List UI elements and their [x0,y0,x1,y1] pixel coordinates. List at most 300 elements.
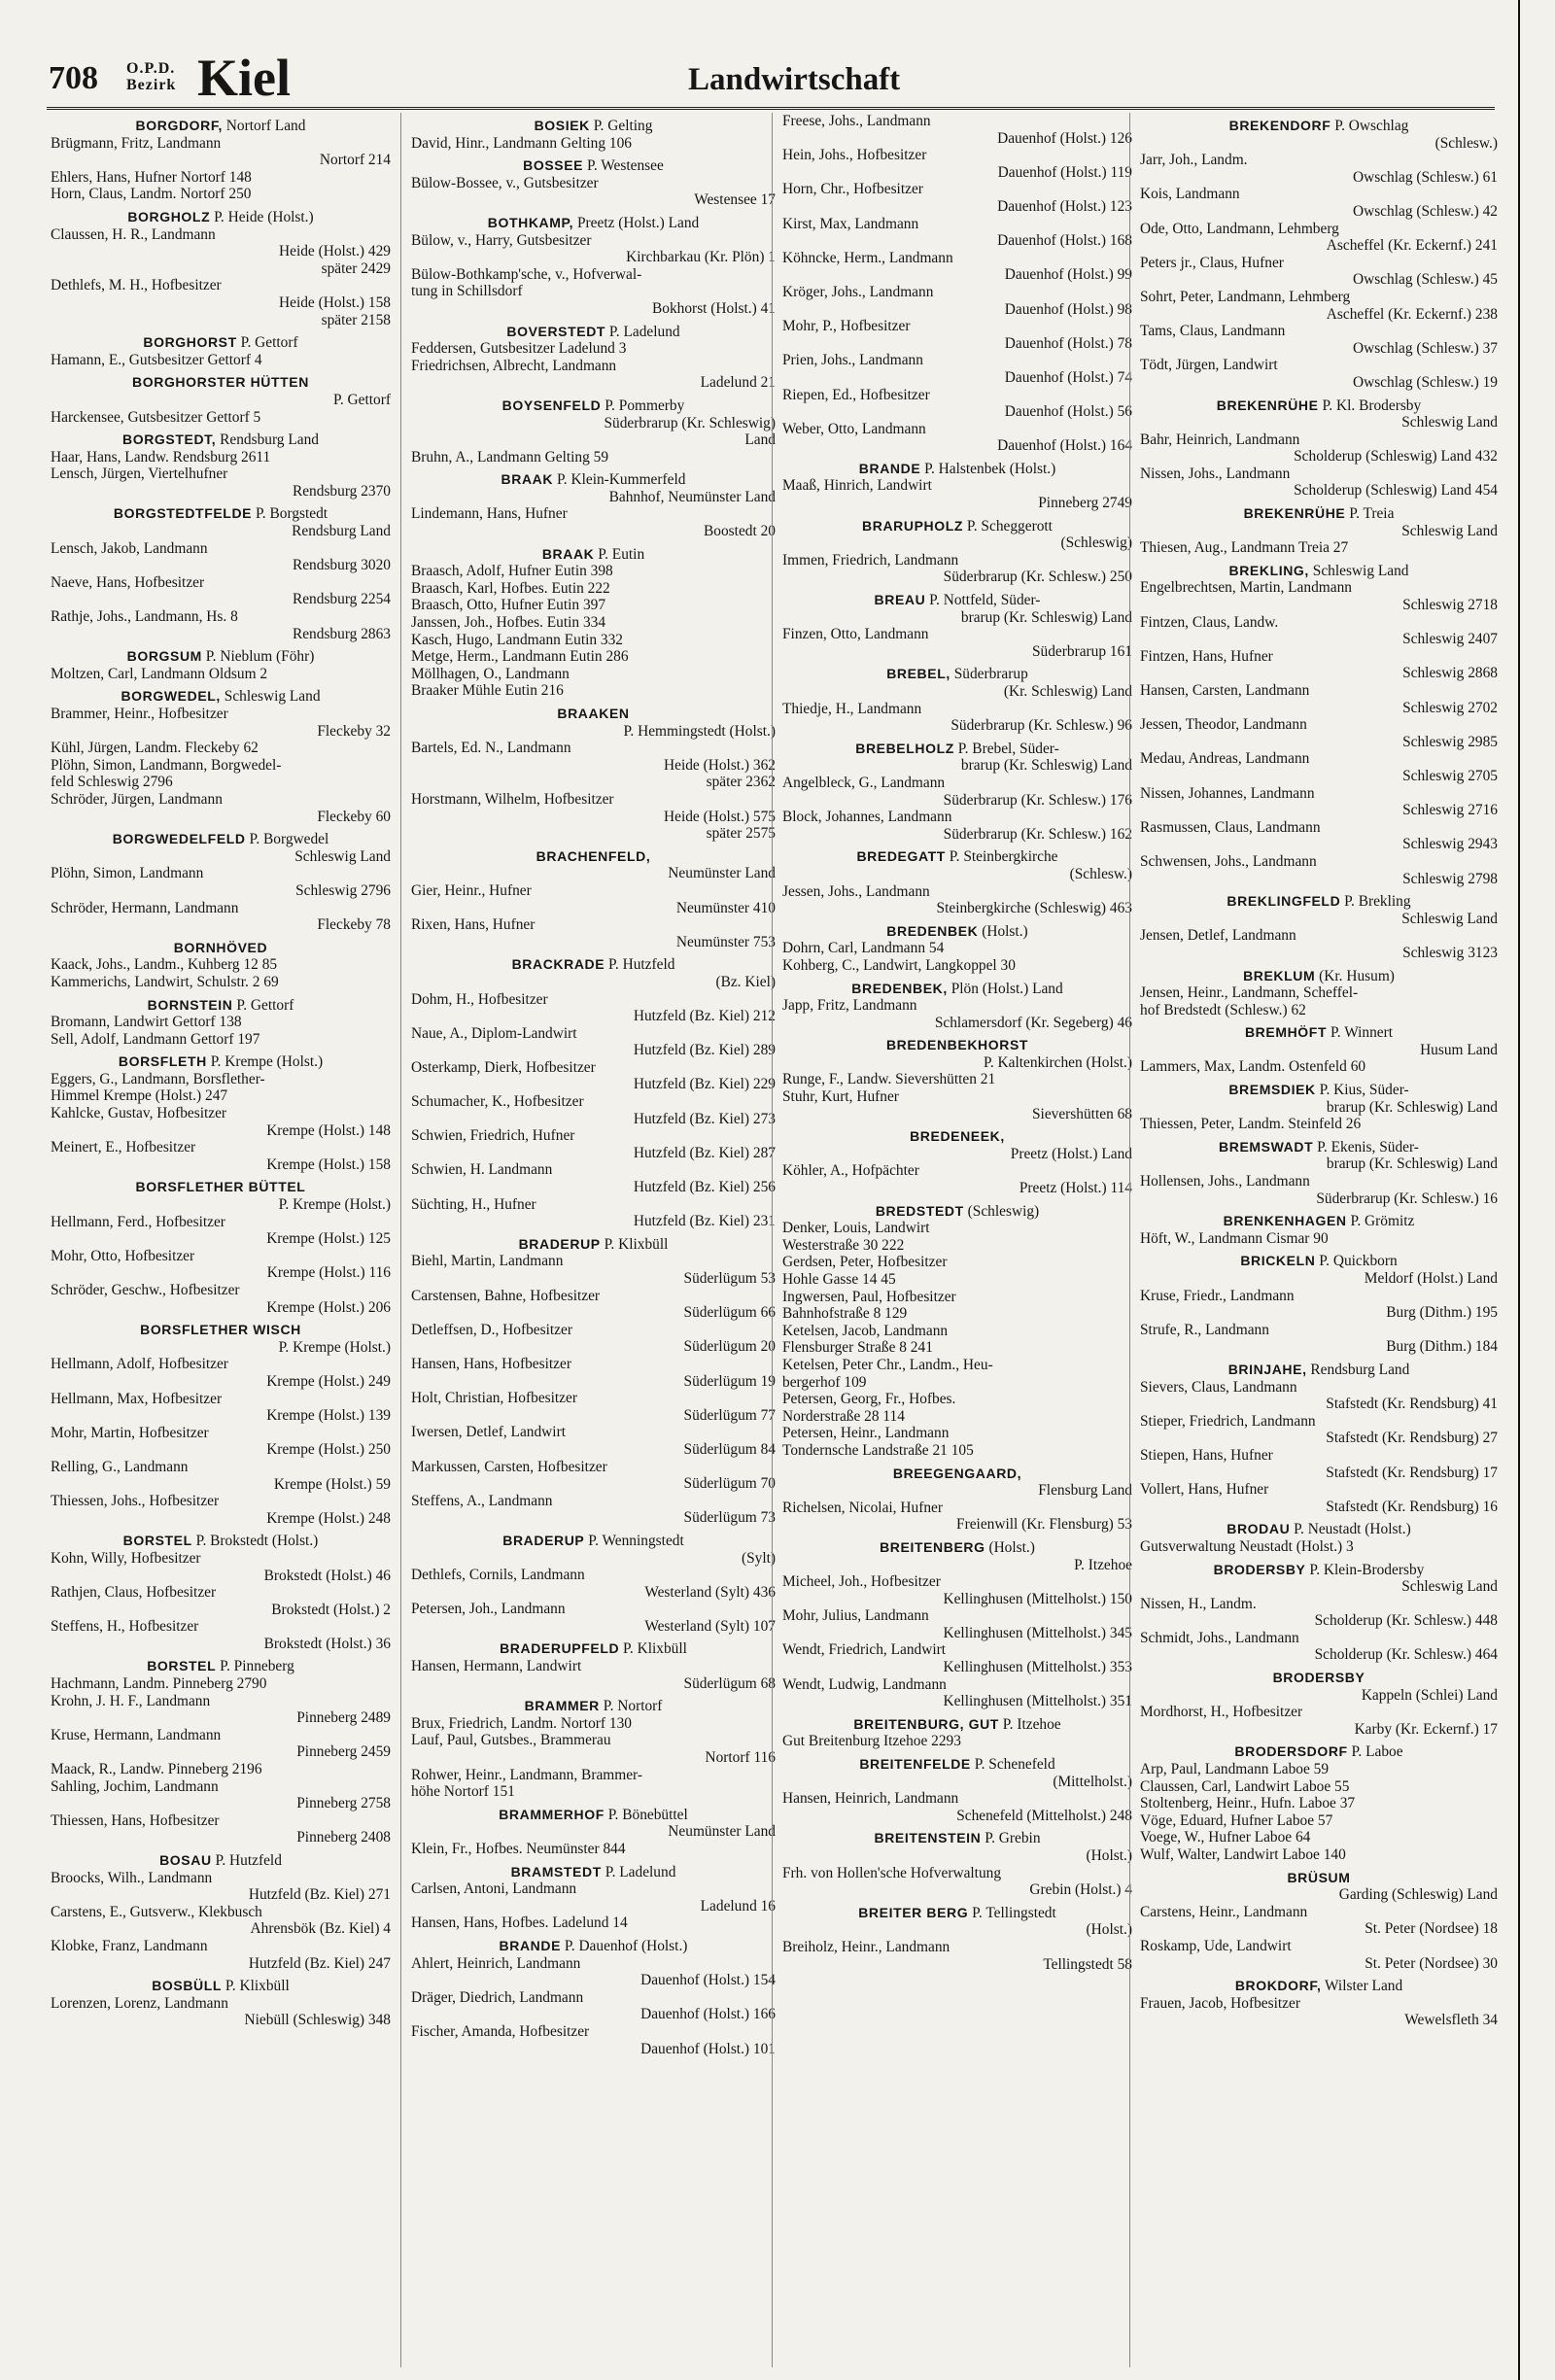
listing-line: Brammer, Heinr., Hofbesitzer [51,706,228,722]
phone-line: Schleswig 2796 [295,881,391,899]
locality-name: BRACHENFELD, [536,847,651,864]
listing-line: Klein, Fr., Hofbes. Neumünster 844 [411,1841,626,1857]
phone-line: Süderlügum 20 [683,1338,776,1356]
column-3 [772,113,1132,2367]
postal-district: P. Brokstedt (Holst.) [191,1533,319,1550]
postal-district: (Holst.) [985,1538,1035,1556]
directory-entry [782,1128,1132,1196]
postal-district: P. Brekling [1340,893,1411,911]
listing-line: Kruse, Hermann, Landmann [51,1726,222,1743]
listing-line: Strufe, R., Landmann [1140,1321,1269,1338]
listing-line: Mohr, Martin, Hofbesitzer [51,1424,209,1441]
directory-entry [51,1658,391,1846]
directory-entry [1140,1670,1498,1738]
phone-line: Süderlügum 70 [683,1475,776,1493]
phone-line: St. Peter (Nordsee) 18 [1365,1920,1498,1938]
listing-line: Feddersen, Gutsbesitzer Ladelund 3 [411,340,627,358]
listing-line: Lensch, Jakob, Landmann [51,539,208,557]
listing-line: Kühl, Jürgen, Landm. Fleckeby 62 [51,740,259,757]
locality-heading [51,209,391,226]
locality-heading-continuation: (Mittelholst.) [1053,1773,1132,1790]
phone-line: Steinbergkirche (Schleswig) 463 [936,900,1132,917]
listing-line: Schwensen, Johs., Landmann [1140,852,1317,870]
locality-heading-continuation: Land [744,431,776,449]
listing-line: Mohr, P., Hofbesitzer [782,318,911,335]
listing-line: Fischer, Amanda, Hofbesitzer [411,2022,590,2040]
locality-heading-continuation: Meldorf (Holst.) Land [1364,1270,1498,1287]
locality-name: BREDSTEDT [875,1202,964,1219]
postal-district: P. Heide (Holst.) [210,208,314,225]
phone-line: Owschlag (Schlesw.) 19 [1352,373,1498,391]
postal-district: Nortorf Land [222,118,306,134]
phone-line: Ahrensbök (Bz. Kiel) 4 [250,1920,391,1938]
listing-line: Lammers, Max, Landm. Ostenfeld 60 [1140,1058,1366,1076]
page-header [47,49,1495,110]
listing-line: Jessen, Theodor, Landmann [1140,716,1307,734]
locality-heading [1140,1024,1498,1042]
listing-line: Köhncke, Herm., Landmann [782,249,953,266]
listing-line: Immen, Friedrich, Landmann [782,551,959,569]
locality-heading-continuation: Kappeln (Schlei) Land [1361,1686,1498,1704]
directory-entry [411,1938,776,2057]
listing-line: Friedrichsen, Albrecht, Landmann [411,357,617,374]
listing-line: Tondernsche Landstraße 21 105 [782,1441,974,1459]
listing-line: Tödt, Jürgen, Landwirt [1140,357,1278,374]
listing-line: Ode, Otto, Landmann, Lehmberg [1140,220,1339,237]
listing-line: Süchting, H., Hufner [411,1195,536,1213]
phone-line: Süderlügum 66 [683,1304,776,1322]
phone-line: Krempe (Holst.) 148 [266,1121,391,1139]
phone-line: Dauenhof (Holst.) 119 [997,163,1132,181]
locality-heading [411,546,776,564]
locality-heading-continuation: Schleswig Land [294,847,391,865]
phone-line: später 2158 [321,311,391,328]
listing-line: Jensen, Heinr., Landmann, Scheffel- [1140,984,1359,1002]
listing-line: Schröder, Hermann, Landmann [51,899,239,916]
listing-line: Petersen, Joh., Landmann [411,1601,566,1618]
locality-heading [782,461,1132,478]
postal-district: P. Schenefeld [970,1756,1055,1774]
listing-line: Stoltenberg, Heinr., Hufn. Laboe 37 [1140,1795,1356,1812]
locality-heading [1140,397,1498,415]
directory-entry [51,688,391,825]
phone-line: Rendsburg 3020 [292,557,391,574]
listing-line: Plöhn, Simon, Landmann [51,865,204,882]
directory-entry [1140,1743,1498,1863]
listing-line: Flensburger Straße 8 241 [782,1339,933,1357]
listing-line: Lauf, Paul, Gutsbes., Brammerau [411,1732,611,1749]
phone-line: Schleswig 2705 [1402,767,1498,784]
listing-line: Ehlers, Hans, Hufner Nortorf 148 [51,168,252,186]
postal-district: P. Hutzfeld [605,956,675,974]
locality-name: BRODAU [1227,1521,1291,1537]
listing-line: Naeve, Hans, Hofbesitzer [51,573,205,591]
postal-district: P. Klixbüll [619,1640,687,1658]
directory-entry [51,1533,391,1652]
column-4 [1129,113,1498,2367]
listing-line: Horstmann, Wilhelm, Hofbesitzer [411,790,614,808]
directory-entry [411,397,776,466]
listing-line: Block, Johannes, Landmann [782,809,952,826]
locality-heading [782,1905,1132,1922]
listing-line: Dethlefs, M. H., Hofbesitzer [51,277,222,294]
locality-name: BORSFLETH [118,1053,207,1070]
phone-line: Pinneberg 2459 [296,1743,391,1761]
listing-line: Haar, Hans, Landw. Rendsburg 2611 [51,448,271,466]
phone-line: Rendsburg 2370 [292,482,391,500]
directory-entry [1140,1562,1498,1665]
locality-heading-continuation: Neumünster Land [668,865,776,882]
postal-district: Wilster Land [1321,1978,1403,1995]
listing-line: Vöge, Eduard, Hufner Laboe 57 [1140,1811,1333,1829]
listing-line: Tams, Claus, Landmann [1140,323,1286,340]
listing-line: Vollert, Hans, Hufner [1140,1481,1269,1499]
listing-line: Carstensen, Bahne, Hofbesitzer [411,1287,601,1304]
locality-name: BREMHÖFT [1244,1024,1328,1041]
locality-heading [51,1658,391,1675]
listing-line: Möllhagen, O., Landmann [411,665,570,682]
locality-heading-continuation: Schleswig Land [1401,1578,1498,1596]
directory-entry [51,374,391,426]
listing-line: Hachmann, Landm. Pinneberg 2790 [51,1675,267,1693]
locality-heading [411,215,776,232]
listing-line: Horn, Claus, Landm. Nortorf 250 [51,186,252,203]
phone-line: Owschlag (Schlesw.) 61 [1352,168,1498,186]
listing-line: Sell, Adolf, Landmann Gettorf 197 [51,1030,260,1048]
listing-line: Braaker Mühle Eutin 216 [411,682,564,700]
postal-district: P. Hutzfeld [211,1852,282,1869]
locality-heading-continuation: Husum Land [1420,1041,1498,1058]
phone-line: Pinneberg 2758 [296,1795,391,1812]
phone-line: Heide (Holst.) 158 [279,293,391,311]
phone-line: Pinneberg 2489 [296,1709,391,1727]
phone-line: Hutzfeld (Bz. Kiel) 273 [633,1110,776,1127]
locality-name: BORNSTEIN [147,996,233,1013]
phone-line: Fleckeby 60 [317,808,391,825]
directory-entry [51,1053,391,1173]
listing-line: Höft, W., Landmann Cismar 90 [1140,1229,1329,1247]
listing-line: Lindemann, Hans, Hufner [411,505,568,523]
phone-line: Rendsburg 2863 [292,625,391,642]
listing-line: Norderstraße 28 114 [782,1407,905,1425]
listing-line: Rixen, Hans, Hufner [411,916,536,934]
listing-line: Claussen, H. R., Landmann [51,225,216,243]
locality-heading [1140,1562,1498,1579]
phone-line: Rendsburg 2254 [292,591,391,608]
listing-line: Peters jr., Claus, Hufner [1140,254,1284,271]
directory-entry [782,461,1132,512]
directory-entry [51,1852,391,1972]
listing-line: Hansen, Hans, Hofbesitzer [411,1355,571,1372]
postal-district: P. Halstenbek (Holst.) [920,460,1056,477]
locality-heading-continuation: (Bz. Kiel) [715,973,776,990]
listing-line: Hansen, Carsten, Landmann [1140,682,1310,699]
listing-line: Stiepen, Hans, Hufner [1140,1446,1273,1464]
listing-line: Relling, G., Landmann [51,1458,189,1475]
phone-line: Schleswig 2943 [1402,836,1498,853]
locality-heading-continuation: (Kr. Schleswig) Land [1003,683,1132,700]
locality-heading [1140,1978,1498,1995]
listing-line: Hellmann, Max, Hofbesitzer [51,1390,223,1407]
directory-entry [1140,893,1498,961]
locality-heading [782,1716,1132,1734]
listing-line: Gutsverwaltung Neustadt (Holst.) 3 [1140,1537,1354,1555]
locality-heading [1140,1139,1498,1156]
phone-line: Heide (Holst.) 429 [279,243,391,260]
postal-district: P. Winnert [1327,1024,1394,1042]
locality-heading [1140,1670,1498,1687]
locality-name: BORGHORSTER HÜTTEN [132,374,309,391]
postal-district: P. Nortorf [599,1698,663,1715]
phone-line: Ladelund 21 [700,374,776,392]
postal-district: P. Kius, Süder- [1315,1082,1409,1099]
locality-name: BORGSTEDT, [122,431,217,448]
postal-district: Plön (Holst.) Land [947,980,1063,997]
locality-heading [51,374,391,392]
locality-heading [1140,1521,1498,1538]
listing-line: Harckensee, Gutsbesitzer Gettorf 5 [51,408,261,426]
phone-line: Dauenhof (Holst.) 154 [640,1972,776,1989]
locality-heading [782,666,1132,683]
listing-line: Nissen, H., Landm. [1140,1595,1257,1612]
listing-line: Hansen, Hermann, Landwirt [411,1658,582,1675]
listing-line: Steffens, A., Landmann [411,1492,553,1509]
directory-entry [51,1322,391,1527]
listing-line: Nissen, Johs., Landmann [1140,465,1291,482]
locality-heading-continuation: Neumünster Land [668,1823,776,1841]
locality-heading [1140,1082,1498,1099]
phone-line: Hutzfeld (Bz. Kiel) 287 [633,1144,776,1161]
listing-line: Metge, Herm., Landmann Eutin 286 [411,648,629,666]
phone-line: Süderlügum 77 [683,1406,776,1424]
listing-line: Hollensen, Johs., Landmann [1140,1173,1310,1190]
directory-entry [782,981,1132,1032]
listing-line: Runge, F., Landw. Sievershütten 21 [782,1071,996,1088]
directory-entry [51,118,391,203]
phone-line: Ladelund 16 [700,1897,776,1914]
listing-line: Rohwer, Heinr., Landmann, Brammer- [411,1766,642,1783]
directory-entry [411,546,776,700]
directory-entry [411,706,776,843]
locality-name: BREDENEEK, [910,1128,1005,1145]
listing-line: Kammerichs, Landwirt, Schulstr. 2 69 [51,973,279,990]
locality-heading [782,518,1132,535]
directory-entry [1140,118,1498,392]
locality-heading-continuation: P. Hemmingstedt (Holst.) [623,722,776,740]
locality-name: BRÜSUM [1287,1869,1351,1885]
phone-line: Burg (Dithm.) 195 [1386,1304,1498,1322]
locality-heading [411,397,776,415]
listing-line: Mohr, Otto, Hofbesitzer [51,1247,195,1264]
listing-line: Dethlefs, Cornils, Landmann [411,1567,585,1584]
locality-heading [411,1533,776,1550]
postal-district: P. Krempe (Holst.) [206,1053,324,1071]
postal-district: Rendsburg Land [1306,1361,1410,1378]
locality-heading [51,1179,391,1196]
phone-line: Hutzfeld (Bz. Kiel) 229 [633,1076,776,1093]
locality-name: BRICKELN [1240,1253,1316,1269]
listing-line: Dohm, H., Hofbesitzer [411,990,548,1008]
locality-heading [411,1236,776,1254]
directory-entry [411,956,776,1230]
phone-line: Süderbrarup (Kr. Schlesw.) 96 [950,717,1132,735]
locality-name: BRADERUP [518,1235,601,1252]
postal-district: P. Westensee [583,157,664,175]
phone-line: Krempe (Holst.) 59 [273,1475,391,1493]
listing-line: Markussen, Carsten, Hofbesitzer [411,1458,607,1475]
listing-line: Schwien, H. Landmann [411,1161,553,1179]
directory-entry [411,1640,776,1692]
phone-line: Krempe (Holst.) 248 [266,1509,391,1527]
directory-entry [782,1716,1132,1750]
listing-line: Jessen, Johs., Landmann [782,882,930,900]
locality-heading-continuation: Preetz (Holst.) Land [1010,1145,1132,1162]
locality-heading [1140,1253,1498,1270]
locality-name: BORGWEDELFELD [112,831,246,847]
postal-district: P. Dauenhof (Holst.) [561,1937,688,1954]
postal-district: Schleswig Land [220,688,321,706]
listing-line: Brügmann, Fritz, Landmann [51,134,222,152]
phone-line: Süderlügum 19 [683,1372,776,1390]
listing-line: Kröger, Johs., Landmann [782,283,934,300]
postal-district: P. Ekenis, Süder- [1313,1138,1419,1156]
phone-line: Krempe (Holst.) 139 [266,1407,391,1425]
listing-line: tung in Schillsdorf [411,283,523,300]
locality-heading [411,471,776,489]
locality-heading [1140,1743,1498,1761]
locality-name: BREAU [874,592,926,608]
directory-entry [411,848,776,951]
directory-entry [782,1830,1132,1898]
locality-name: BREDENBEK, [851,980,948,996]
locality-heading-continuation: P. Gettorf [333,391,391,408]
listing-line: Petersen, Georg, Fr., Hofbes. [782,1391,956,1408]
listing-line: Micheel, Joh., Hofbesitzer [782,1573,941,1591]
locality-name: BREKLINGFELD [1227,893,1341,910]
postal-district: P. Pommerby [601,397,685,414]
postal-district: P. Borgstedt [252,505,328,523]
listing-line: Stieper, Friedrich, Landmann [1140,1412,1316,1430]
phone-line: Karby (Kr. Eckernf.) 17 [1354,1720,1498,1738]
directory-entry [782,1466,1132,1534]
directory-entry [1140,1139,1498,1207]
phone-line: Kellinghusen (Mittelholst.) 150 [943,1590,1132,1607]
locality-name: BRINJAHE, [1227,1361,1307,1377]
postal-district: P. Klixbüll [600,1235,669,1253]
directory-entry [1140,1362,1498,1515]
locality-heading [782,1037,1132,1054]
listing-line: Steffens, H., Hofbesitzer [51,1618,199,1636]
locality-name: BRADERUPFELD [500,1640,620,1657]
locality-heading-continuation: (Sylt) [741,1549,776,1567]
listing-line: Wulf, Walter, Landwirt Laboe 140 [1140,1846,1346,1863]
listing-line: Kohberg, C., Landwirt, Langkoppel 30 [782,956,1016,974]
phone-line: Süderlügum 84 [683,1440,776,1458]
postal-district: P. Grebin [981,1830,1041,1847]
phone-line: Schleswig 2702 [1402,699,1498,716]
directory-entry [1140,505,1498,557]
postal-district: (Schleswig) [963,1202,1040,1220]
listing-line: Bülow-Bothkamp'sche, v., Hofverwal- [411,265,642,283]
phone-line: Freienwill (Kr. Flensburg) 53 [956,1516,1132,1534]
locality-name: BORGHOLZ [127,208,211,224]
listing-line: Sievers, Claus, Landmann [1140,1378,1297,1396]
phone-line: Brokstedt (Holst.) 46 [263,1567,391,1584]
listing-line: Kaack, Johs., Landm., Kuhberg 12 85 [51,956,278,974]
directory-entry [1140,1521,1498,1555]
phone-line: Krempe (Holst.) 125 [266,1230,391,1248]
phone-line: Süderbrarup 161 [1031,642,1132,660]
phone-line: Stafstedt (Kr. Rendsburg) 27 [1326,1430,1498,1447]
phone-line: Burg (Dithm.) 184 [1386,1338,1498,1356]
locality-heading [411,848,776,866]
phone-line: Stafstedt (Kr. Rendsburg) 41 [1326,1396,1498,1413]
postal-district: P. Owschlag [1330,118,1409,134]
directory-entry [411,1698,776,1801]
locality-name: BORSTEL [122,1533,192,1549]
directory-entry [411,118,776,152]
locality-heading [411,1864,776,1881]
locality-name: BRACKRADE [511,956,605,973]
phone-line: Neumünster 753 [675,933,776,950]
locality-heading [782,1128,1132,1146]
listing-line: Himmel Krempe (Holst.) 247 [51,1087,228,1105]
locality-name: BOSAU [159,1852,212,1868]
phone-line: Dauenhof (Holst.) 164 [997,437,1132,455]
phone-line: Bokhorst (Holst.) 41 [652,299,776,317]
phone-line: Wewelsfleth 34 [1404,2012,1498,2029]
listing-line: Carstens, Heinr., Landmann [1140,1903,1308,1920]
locality-heading-continuation: P. Krempe (Holst.) [278,1338,391,1356]
locality-heading [51,997,391,1015]
listing-line: Frh. von Hollen'sche Hofverwaltung [782,1864,1002,1881]
locality-heading [51,940,391,957]
locality-heading [411,706,776,723]
phone-line: Hutzfeld (Bz. Kiel) 231 [633,1213,776,1230]
locality-name: BRAAKEN [557,706,630,721]
listing-line: Dräger, Diedrich, Landmann [411,1988,584,2006]
locality-name: BORSTEL [147,1658,217,1674]
listing-line: Hein, Johs., Hofbesitzer [782,147,927,164]
phone-line: Hutzfeld (Bz. Kiel) 289 [633,1042,776,1059]
locality-heading [782,1539,1132,1557]
directory-entry [411,1236,776,1527]
listing-line: Braasch, Otto, Hufner Eutin 397 [411,597,606,614]
phone-line: Süderlügum 68 [683,1674,776,1692]
phone-line: Krempe (Holst.) 116 [266,1264,391,1282]
phone-line: Stafstedt (Kr. Rendsburg) 17 [1326,1464,1498,1481]
locality-name: BORGHORST [143,334,237,351]
phone-line: Pinneberg 2749 [1038,495,1132,512]
phone-line: Süderbrarup (Kr. Schlesw.) 250 [943,569,1132,586]
listing-line: Thiessen, Johs., Hofbesitzer [51,1493,220,1510]
locality-name: BOSBÜLL [152,1978,223,1994]
listing-line: Ingwersen, Paul, Hofbesitzer [782,1288,956,1305]
locality-heading-continuation: (Holst.) [1086,1847,1132,1864]
locality-heading [1140,1213,1498,1230]
locality-heading [51,648,391,666]
listing-line: Schröder, Geschw., Hofbesitzer [51,1282,240,1298]
phone-line: Schleswig 2716 [1402,802,1498,819]
phone-line: Schleswig 2718 [1402,597,1498,614]
listing-line: Lorenzen, Lorenz, Landmann [51,1994,228,2012]
listing-line: Klobke, Franz, Landmann [51,1937,208,1954]
listing-line: Mohr, Julius, Landmann [782,1607,929,1625]
listing-line: Gut Breitenburg Itzehoe 2293 [782,1733,961,1750]
locality-heading [782,1466,1132,1483]
listing-line: Bartels, Ed. N., Landmann [411,740,571,757]
phone-line: Fleckeby 78 [317,916,391,934]
